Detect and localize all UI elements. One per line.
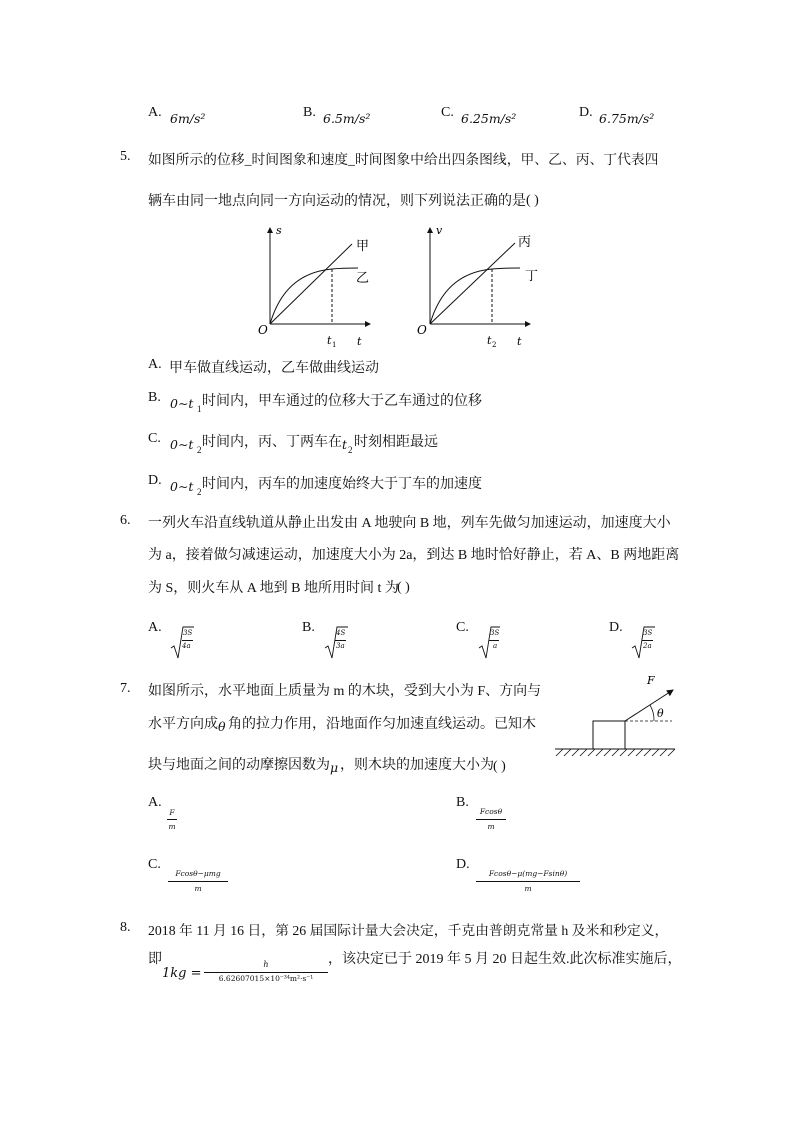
q7-theta: θ xyxy=(218,719,226,734)
q7-option-b-label[interactable]: B. xyxy=(456,795,469,810)
q7-stem-line2b: 角的拉力作用，沿地面作匀加速直线运动。已知木 xyxy=(228,717,536,732)
fraction-bar xyxy=(489,640,499,641)
q7-option-a-den: m xyxy=(168,822,176,831)
curve-ding xyxy=(430,268,520,324)
q5-number: 5. xyxy=(120,149,131,164)
q5-option-c-text1: 时间内，丙、丁两车在 xyxy=(202,435,342,450)
q8-stem-line2b: ，该决定已于 2019 年 5 月 20 日起生效.此次标准实施后， xyxy=(328,952,682,967)
q5-option-c-sub2: 2 xyxy=(348,445,353,455)
q5-answer-paren: ( ) xyxy=(526,193,539,208)
origin-label-2: O xyxy=(417,323,427,337)
v-t-graph xyxy=(417,224,538,349)
q6-option-c-label[interactable]: C. xyxy=(456,620,469,635)
q6-stem-line1: 一列火车沿直线轨道从静止出发由 A 地驶向 B 地，列车先做匀加速运动，加速度大小 xyxy=(148,516,671,531)
q5-option-c-sub: 2 xyxy=(197,445,202,455)
q7-option-c-den: m xyxy=(194,884,202,893)
fraction-bar xyxy=(642,640,653,641)
q8-formula-lhs: 1kg = xyxy=(162,966,202,981)
s-axis-label: s xyxy=(276,224,282,237)
fraction-bar xyxy=(167,819,177,820)
q4-option-a-label[interactable]: A. xyxy=(148,105,162,120)
q4-option-c-value: 6.25m/s² xyxy=(461,111,517,126)
v-axis-label: v xyxy=(436,224,443,237)
q6-stem-line2: 为 a，接着做匀减速运动，加速度大小为 2a，到达 B 地时恰好静止，若 A、B 两地距离 xyxy=(148,548,680,563)
line-bing xyxy=(430,243,515,324)
fraction-bar xyxy=(476,881,580,882)
q5-option-c-math2: t xyxy=(342,437,348,452)
q6-option-b-den: 3a xyxy=(336,642,345,650)
q7-stem-line3a: 块与地面之间的动摩擦因数为 xyxy=(148,758,330,773)
q4-option-b-label[interactable]: B. xyxy=(303,105,316,120)
q5-option-b-math: 0∼t xyxy=(170,396,194,411)
q5-option-b-text: 时间内，甲车通过的位移大于乙车通过的位移 xyxy=(202,394,482,409)
q5-option-d-math: 0∼t xyxy=(170,479,194,494)
q5-option-c-math: 0∼t xyxy=(170,437,194,452)
q7-option-d-num: Fcosθ−μ(mg−Fsinθ) xyxy=(488,869,568,878)
t1-tick-sub: 1 xyxy=(332,341,337,349)
q4-option-d-label[interactable]: D. xyxy=(579,105,593,120)
q7-mu: μ xyxy=(330,760,339,775)
origin-label: O xyxy=(258,323,268,337)
q8-stem-line2a: 即 xyxy=(148,952,162,967)
q5-option-c-text2: 时刻相距最远 xyxy=(354,435,438,450)
q7-option-a-label[interactable]: A. xyxy=(148,795,162,810)
t-axis-label-2: t xyxy=(517,335,522,348)
q7-number: 7. xyxy=(120,681,131,696)
q6-option-b-label[interactable]: B. xyxy=(302,620,315,635)
q5-option-b-sub: 1 xyxy=(197,404,202,414)
q6-answer-paren: ( ) xyxy=(397,580,410,595)
q6-option-c-num: 3S xyxy=(490,629,500,637)
wooden-block xyxy=(593,721,625,749)
q5-graphs xyxy=(250,220,540,350)
q8-formula-den: 6.62607015×10⁻³⁴m²·s⁻¹ xyxy=(218,974,314,983)
q5-option-d-sub: 2 xyxy=(197,487,202,497)
ding-label: 丁 xyxy=(525,269,539,284)
q6-option-c-den: a xyxy=(493,642,498,650)
q6-option-b-num: 4S xyxy=(336,629,346,637)
fraction-bar xyxy=(168,881,228,882)
t2-tick-sub: 2 xyxy=(492,341,497,349)
q7-option-c-num: Fcosθ−μmg xyxy=(175,869,221,878)
q5-option-a-label[interactable]: A. xyxy=(148,357,162,372)
q7-stem-line2a: 水平方向成 xyxy=(148,717,218,732)
ground-hatching xyxy=(556,749,675,756)
t2-tick-label: t xyxy=(487,334,492,347)
q7-block-figure xyxy=(548,668,678,760)
q5-option-d-text: 时间内，丙车的加速度始终大于丁车的加速度 xyxy=(202,477,482,492)
t-axis-label: t xyxy=(357,335,362,348)
q6-options xyxy=(148,620,748,662)
q6-option-a-label[interactable]: A. xyxy=(148,620,162,635)
line-jia xyxy=(270,244,352,324)
q7-option-b-den: m xyxy=(487,822,495,831)
fraction-bar xyxy=(476,819,506,820)
q4-option-b-value: 6.5m/s² xyxy=(323,111,371,126)
q5-stem-line2: 辆车由同一地点向同一方向运动的情况，则下列说法正确的是 xyxy=(148,194,526,209)
s-t-graph xyxy=(258,224,370,349)
q5-option-c-label[interactable]: C. xyxy=(148,431,161,446)
q6-stem-line3: 为 S，则火车从 A 地到 B 地所用时间 t 为 xyxy=(148,581,399,596)
angle-arc xyxy=(650,705,654,721)
t1-tick-label: t xyxy=(327,334,332,347)
q7-option-b-num: Fcosθ xyxy=(479,807,503,816)
q6-option-d-num: 3S xyxy=(643,629,653,637)
q4-option-a-value: 6m/s² xyxy=(170,111,206,126)
q5-option-a-text: 甲车做直线运动，乙车做曲线运动 xyxy=(169,361,379,376)
q6-number: 6. xyxy=(120,513,131,528)
q5-stem-line1: 如图所示的位移_时间图象和速度_时间图象中给出四条图线，甲、乙、丙、丁代表四 xyxy=(148,152,659,167)
q5-option-b-label[interactable]: B. xyxy=(148,390,161,405)
q8-stem-line1: 2018 年 11 月 16 日，第 26 届国际计量大会决定，千克由普朗克常量 h 及米和秒定义， xyxy=(148,923,669,938)
q7-option-d-label[interactable]: D. xyxy=(456,857,470,872)
q7-stem-line3b: ，则木块的加速度大小为 xyxy=(340,758,494,773)
q6-option-d-label[interactable]: D. xyxy=(609,620,623,635)
q4-option-c-label[interactable]: C. xyxy=(441,105,454,120)
fraction-bar xyxy=(335,640,346,641)
force-label: F xyxy=(647,674,655,687)
q6-option-a-num: 3S xyxy=(183,629,193,637)
q8-number: 8. xyxy=(120,920,131,935)
q7-option-a-num: F xyxy=(169,808,175,817)
yi-label: 乙 xyxy=(356,271,370,286)
fraction-bar xyxy=(204,972,328,973)
fraction-bar xyxy=(182,640,193,641)
q5-option-d-label[interactable]: D. xyxy=(148,473,162,488)
angle-label: θ xyxy=(657,707,664,720)
q7-stem-line1: 如图所示，水平地面上质量为 m 的木块，受到大小为 F、方向与 xyxy=(148,684,542,699)
q8-formula-num: h xyxy=(263,960,269,969)
q4-option-d-value: 6.75m/s² xyxy=(599,111,655,126)
jia-label: 甲 xyxy=(356,239,370,254)
q6-option-a-den: 4a xyxy=(182,642,191,650)
q6-option-d-den: 2a xyxy=(643,642,652,650)
q7-option-c-label[interactable]: C. xyxy=(148,857,161,872)
q7-answer-paren: ( ) xyxy=(493,759,506,774)
force-arrow xyxy=(625,690,673,721)
q7-option-d-den: m xyxy=(524,884,532,893)
bing-label: 丙 xyxy=(518,235,532,250)
curve-yi xyxy=(270,268,358,324)
